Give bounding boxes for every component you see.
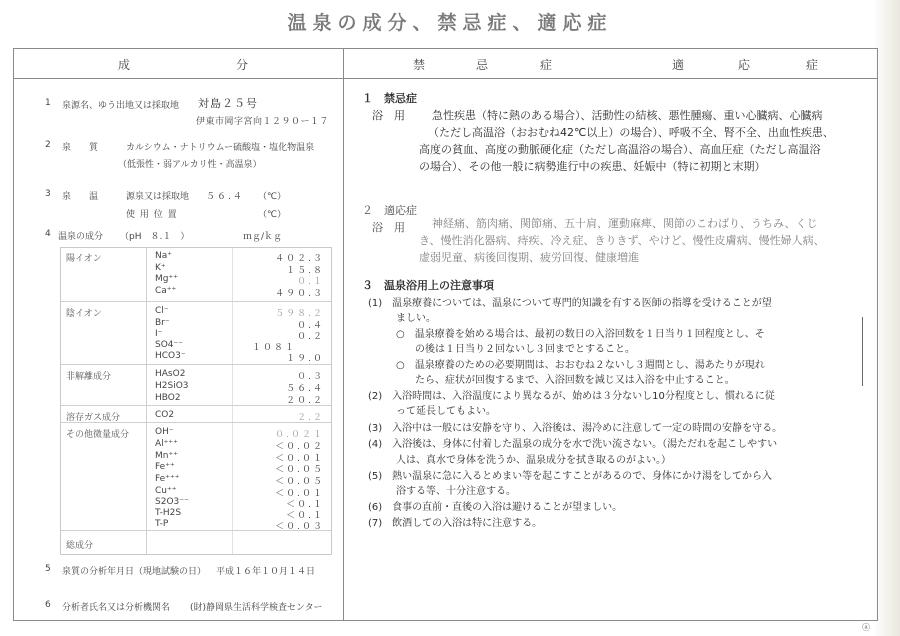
cation-group-label: 陽イオン <box>66 254 102 264</box>
ion-symbol: Br⁻ <box>155 318 170 328</box>
precaution-line: (2) 入浴時間は、入浴温度により異なるが、始めは３分ないし10分程度とし、慣れるに従 <box>368 391 775 402</box>
indications-line: 虚弱児童、病後回復期、疲労回復、健康増進 <box>419 251 639 264</box>
precaution-line: (5) 熱い温泉に急に入るとめまい等を起こすことがあるので、身体にかけ湯をしてから入 <box>368 471 772 482</box>
item3-row2-unit: （℃） <box>258 210 287 220</box>
item3-row1-label: 源泉又は採取地 <box>126 192 190 202</box>
indications-line: き、慢性消化器病、痔疾、冷え症、きりきず、やけど、慢性皮膚病、慢性婦人病、 <box>419 234 825 247</box>
ion-value: ５６.４ <box>286 384 324 394</box>
item1-value2: 伊東市岡字宮向１２９０ー１７ <box>196 117 330 127</box>
item2-label: 泉 質 <box>62 143 99 153</box>
ion-value: ５９８.２ <box>275 309 324 319</box>
ion-value: １０８１ <box>251 343 296 353</box>
ion-value: ＜０.１ <box>286 511 324 521</box>
precaution-line: (1) 温泉療養については、温泉について専門的知識を有する医師の指導を受けることが望 <box>368 298 772 309</box>
ion-symbol: Mg⁺⁺ <box>155 274 178 284</box>
item3-row1-unit: （℃） <box>258 192 287 202</box>
contraindications-heading: １ 禁忌症 <box>362 92 417 105</box>
ion-symbol: Mn⁺⁺ <box>155 451 178 461</box>
ion-table-divider <box>146 248 147 554</box>
contraindications-line: の場合）、その他一般に病勢進行中の疾患、妊娠中（特に初期と末期） <box>419 160 766 173</box>
header-tekio-2: 応 <box>738 58 753 72</box>
header-seibun-2: 分 <box>236 58 251 72</box>
indications-bath-label: 浴 用 <box>372 221 405 234</box>
ion-symbol: Cl⁻ <box>155 306 169 316</box>
item2-value1: カルシウム・ナトリウムー硫酸塩・塩化物温泉 <box>126 143 315 153</box>
indications-line: 神経痛、筋肉痛、関節痛、五十肩、運動麻痺、関節のこわばり、うちみ、くじ <box>432 217 818 230</box>
item5-label: 泉質の分析年月日（現地試験の日） <box>62 567 207 577</box>
precaution-line: の後は１日当り２回ないし３回までとすること。 <box>415 344 635 355</box>
item4-label: 温泉の成分 <box>58 232 104 242</box>
header-tekio-1: 適 <box>672 58 687 72</box>
ion-value: ２０.２ <box>286 396 324 406</box>
ion-value: ０.３ <box>297 372 324 382</box>
ion-value: ＜０.０１ <box>275 489 324 499</box>
page-mark: ⓐ <box>862 623 870 632</box>
ion-symbol: H2SiO3 <box>155 381 189 391</box>
item3-row1-value: ５６.４ <box>206 192 244 202</box>
ion-symbol: HCO3⁻ <box>155 351 186 361</box>
header-seibun-1: 成 <box>118 58 133 72</box>
precaution-line: 人は、真水で身体を洗うか、温泉成分を拭き取るのがよい。） <box>396 455 671 466</box>
ion-value: ＜０.０５ <box>275 465 324 475</box>
ion-symbol: Na⁺ <box>155 251 172 261</box>
precaution-line: ○ 温泉療養のための必要期間は、おおむね２ないし３週間とし、湯あたりが現れ <box>396 360 765 371</box>
precaution-line: ましい。 <box>396 313 436 324</box>
ion-symbol: Fe⁺⁺ <box>155 462 175 472</box>
minor-group-label: その他微量成分 <box>66 430 130 440</box>
ion-symbol: T-P <box>155 519 169 529</box>
item5-value: 平成１６年１０月１４日 <box>216 567 316 577</box>
precaution-line: (7) 飲酒しての入浴は特に注意する。 <box>368 518 543 529</box>
ion-symbol: K⁺ <box>155 263 166 273</box>
ion-symbol: I⁻ <box>155 329 163 339</box>
precaution-line: って延長してもよい。 <box>396 406 496 417</box>
precaution-line: (4) 入浴後は、身体に付着した温泉の成分を水で洗い流さない。（湯ただれを起こしやすい <box>368 439 778 450</box>
ion-table-divider-2 <box>232 248 233 554</box>
ion-value: ＜０.０１ <box>275 454 324 464</box>
ion-value: ４０２.３ <box>275 254 324 264</box>
precaution-line: たら、症状が回復するまで、入浴回数を減じ又は入浴を中止すること。 <box>415 375 735 386</box>
ion-symbol: Cu⁺⁺ <box>155 486 177 496</box>
ion-value: ０.４ <box>297 321 324 331</box>
item1-label: 泉源名、ゆう出地又は採取地 <box>62 101 180 111</box>
contraindications-line: （ただし高温浴（おおむね42℃以上）の場合）、呼吸不全、腎不全、出血性疾患、 <box>428 126 834 139</box>
item1-no: 1 <box>45 98 51 108</box>
ion-symbol: Ca⁺⁺ <box>155 286 177 296</box>
ion-value: ２.２ <box>297 413 324 423</box>
ion-value: ＜０.０５ <box>275 477 324 487</box>
header-kinki-2: 忌 <box>476 58 491 72</box>
document-title: 温泉の成分、禁忌症、適応症 <box>287 12 613 34</box>
item4-ph: （pH ８.１ ） <box>120 232 190 242</box>
ion-row-divider <box>61 364 331 365</box>
ion-symbol: Al⁺⁺⁺ <box>155 439 178 449</box>
precaution-line: 浴する等、十分注意する。 <box>396 486 516 497</box>
ion-symbol: SO4⁻⁻ <box>155 340 184 350</box>
ion-value: １５.８ <box>286 266 324 276</box>
ion-value: ０.２ <box>297 332 324 342</box>
ion-value: ＜０.０２ <box>275 442 324 452</box>
item3-no: 3 <box>45 189 51 199</box>
ion-symbol: T-H2S <box>155 508 182 518</box>
ion-value: ０.１ <box>297 277 324 287</box>
precaution-line: (6) 食事の直前・直後の入浴は避けることが望ましい。 <box>368 502 623 513</box>
ion-symbol: HAsO2 <box>155 369 186 379</box>
ion-symbol: Fe⁺⁺⁺ <box>155 474 180 484</box>
header-kinki-3: 症 <box>540 58 555 72</box>
anion-group-label: 陰イオン <box>66 309 102 319</box>
item5-no: 5 <box>45 564 51 574</box>
item4-unit: ｍｇ/ｋｇ <box>243 232 283 242</box>
ion-value: １９.０ <box>286 354 324 364</box>
header-kinki-1: 禁 <box>413 58 428 72</box>
ion-symbol: HBO2 <box>155 393 181 403</box>
ion-value: ＜０.１ <box>286 500 324 510</box>
total-group-label: 総成分 <box>66 541 94 551</box>
gas-group-label: 溶存ガス成分 <box>66 413 121 423</box>
precaution-line: ○ 温泉療養を始める場合は、最初の数日の入浴回数を１日当り１回程度とし、そ <box>396 329 765 340</box>
ion-value: ０.０２１ <box>275 430 324 440</box>
contraindications-bath-label: 浴 用 <box>372 109 405 122</box>
ion-symbol: S2O3⁻⁻ <box>155 497 189 507</box>
nondiss-group-label: 非解離成分 <box>66 372 112 382</box>
header-divider <box>13 78 878 79</box>
item6-label: 分析者氏名又は分析機関名 <box>62 603 171 613</box>
item6-value: (財)静岡県生活科学検査センター <box>190 603 323 613</box>
precaution-line: (3) 入浴中は一般には安静を守り、入浴後は、湯冷めに注意して一定の時間の安静を守る。 <box>368 423 783 434</box>
column-divider <box>343 48 344 621</box>
precautions-heading: ３ 温泉浴用上の注意事項 <box>362 279 494 292</box>
contraindications-line: 急性疾患（特に熱のある場合）、活動性の結核、悪性腫瘍、重い心臓病、心臓病 <box>432 109 823 122</box>
contraindications-line: 高度の貧血、高度の動脈硬化症（ただし高温浴の場合）、高血圧症（ただし高温浴 <box>419 143 821 156</box>
item2-value2: （低張性・弱アルカリ性・高温泉） <box>118 160 262 170</box>
item4-no: 4 <box>45 229 51 239</box>
ion-value: ＜０.０３ <box>275 522 324 532</box>
ion-symbol: CO2 <box>155 410 175 420</box>
indications-heading: ２ 適応症 <box>362 204 417 217</box>
item1-value1: 対島２５号 <box>198 97 258 110</box>
ion-symbol: OH⁻ <box>155 427 174 437</box>
ion-value: ４９０.３ <box>275 289 324 299</box>
item2-no: 2 <box>45 140 51 150</box>
item3-label: 泉 温 <box>62 192 99 202</box>
ion-row-divider <box>61 301 331 302</box>
item3-row2-label: 使 用 位 置 <box>126 210 178 220</box>
header-tekio-3: 症 <box>806 58 821 72</box>
item6-no: 6 <box>45 600 51 610</box>
